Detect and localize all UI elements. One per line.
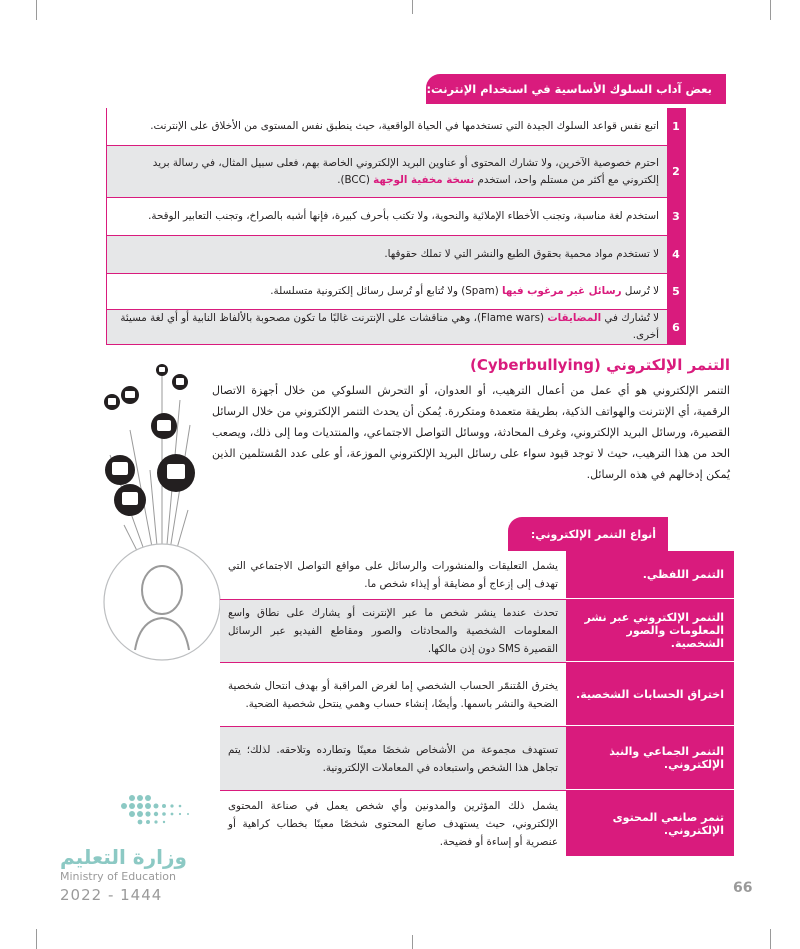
type-description: تحدث عندما ينشر شخص ما عبر الإنترنت أو يشارك على نطاق واسع المعلومات الشخصية والمحادثات والصور ومقاطع الفيديو عبر الرسائل القصيرة SMS دون إذن مالكها. <box>220 600 566 662</box>
types-table <box>220 551 734 857</box>
row-text: استخدم لغة مناسبة، وتجنب الأخطاء الإملائية والنحوية، ولا تكتب بأحرف كبيرة، فإنها أشبه بالصراخ، وتجنب التعابير الوقحة. <box>148 210 659 222</box>
text-part: لا تُرسل <box>621 285 659 297</box>
etiquette-header: بعض آداب السلوك الأساسية في استخدام الإنترنت: <box>426 74 726 104</box>
text-part: احترم خصوصية الآخرين، ولا تشارك المحتوى أو عناوين البريد الإلكتروني الخاصة بهم، فعلى سبيل المثال، في رسالة بريد إلكتروني مع أكثر من مستلم واحد، استخدم <box>152 156 659 186</box>
table-row <box>220 663 734 727</box>
crop-mark <box>412 0 413 14</box>
table-row <box>220 727 734 791</box>
type-name: اختراق الحسابات الشخصية. <box>566 663 734 726</box>
row-text <box>107 146 667 197</box>
etiquette-row <box>107 274 685 310</box>
ministry-logo-dots <box>60 790 250 850</box>
ministry-logo-year: 2022 - 1444 <box>60 886 163 904</box>
section-title: التنمر الإلكتروني (Cyberbullying) <box>470 356 730 374</box>
type-name: التنمر الإلكتروني عبر نشر المعلومات والصور الشخصية. <box>566 600 734 662</box>
thumbs-down-icon <box>104 364 195 516</box>
text-part: (Spam) ولا تُتابع أو تُرسل رسائل إلكترونية متسلسلة. <box>270 285 502 297</box>
highlight-term: رسائل غير مرغوب فيها <box>501 285 622 297</box>
text-part: لا تُشارك في <box>601 312 659 324</box>
type-description: يخترق المُتنمّر الحساب الشخصي إما لغرض المراقبة أو بهدف انتحال شخصية الضحية والنشر باسمها. وأيضًا، إنشاء حساب وهمي ينتحل شخصية الضحية. <box>228 679 558 710</box>
person-avatar-icon <box>104 544 220 660</box>
row-number: 1 <box>667 108 685 145</box>
text-part: (BCC). <box>337 173 374 186</box>
highlight-term: المضايقات <box>547 312 602 324</box>
table-row <box>220 600 734 663</box>
crop-mark <box>770 929 771 949</box>
type-name: التنمر الجماعي والنبذ الإلكتروني. <box>566 727 734 790</box>
table-row <box>220 551 734 600</box>
crop-mark <box>36 929 37 949</box>
type-description: يشمل التعليقات والمنشورات والرسائل على مواقع التواصل الاجتماعي التي تهدف إلى إزعاج أو مضايقة أو إيذاء شخص ما. <box>228 560 558 590</box>
row-number: 5 <box>667 274 685 309</box>
crop-mark <box>412 935 413 949</box>
row-number: 3 <box>667 198 685 235</box>
etiquette-row <box>107 198 685 236</box>
type-name: تنمر صانعي المحتوى الإلكتروني. <box>566 791 734 857</box>
text-part: (Flame wars)، وهي مناقشات على الإنترنت غالبًا ما تكون مصحوبة بالألفاظ النابية أو أي لغة مسيئة أخرى. <box>120 312 659 341</box>
types-header: أنواع التنمر الإلكتروني: <box>508 517 668 551</box>
section-paragraph: التنمر الإلكتروني هو أي عمل من أعمال الترهيب، أو العدوان، أو التحرش السلوكي من خلال أجهزة الاتصال الرقمية، أي الإنترنت والهواتف الذكية، بطريقة متعمدة ومتكررة. يُمكن أن يحدث التنمر الإلكتروني من خلال الرسائل القصيرة، ورسائل البريد الإلكتروني، وغرف المحادثة، ووسائل التواصل الاجتماعي، والمنتديات وما إلى ذلك، ويصعب الحد من هذا الترهيب، حيث لا توجد قيود سواء على رسائل البريد الإلكتروني الموزعة، أو على عدد المُستلمين الذين يُمكن إدخالهم في هذه الرسائل. <box>212 384 730 481</box>
row-text: لا تستخدم مواد محمية بحقوق الطبع والنشر التي لا تملك حقوقها. <box>107 236 667 273</box>
etiquette-row <box>107 146 685 198</box>
crop-mark <box>36 0 37 20</box>
page-number: 66 <box>733 880 753 896</box>
table-row <box>220 791 734 857</box>
row-text: اتبع نفس قواعد السلوك الجيدة التي تستخدمها في الحياة الواقعية، حيث ينطبق نفس المستوى من الأخلاق على الإنترنت. <box>150 120 659 132</box>
type-description: تستهدف مجموعة من الأشخاص شخصًا معينًا وتطارده وتلاحقه. لذلك؛ يتم تجاهل هذا الشخص واستبعاده في المعاملات الإلكترونية. <box>220 727 566 790</box>
etiquette-table <box>106 108 686 345</box>
row-number: 4 <box>667 236 685 273</box>
type-description: يشمل ذلك المؤثرين والمدونين وأي شخص يعمل في صناعة المحتوى الإلكتروني، حيث يستهدف صانع المحتوى شخصًا معينًا بخطاب كراهية أو عنصرية أو إساءة أو فضيحة. <box>228 800 558 848</box>
etiquette-row <box>107 310 685 344</box>
type-name: التنمر اللفظي. <box>566 551 734 599</box>
row-number: 6 <box>667 310 685 344</box>
row-text <box>107 310 667 344</box>
etiquette-row <box>107 236 685 274</box>
ministry-logo-english: Ministry of Education <box>60 870 177 883</box>
crop-mark <box>770 0 771 20</box>
ministry-logo-arabic: وزارة التعليم <box>60 845 187 869</box>
row-text <box>107 274 667 309</box>
etiquette-row <box>107 108 685 146</box>
row-number: 2 <box>667 146 685 197</box>
highlight-term: نسخة مخفية الوجهة <box>373 173 475 186</box>
